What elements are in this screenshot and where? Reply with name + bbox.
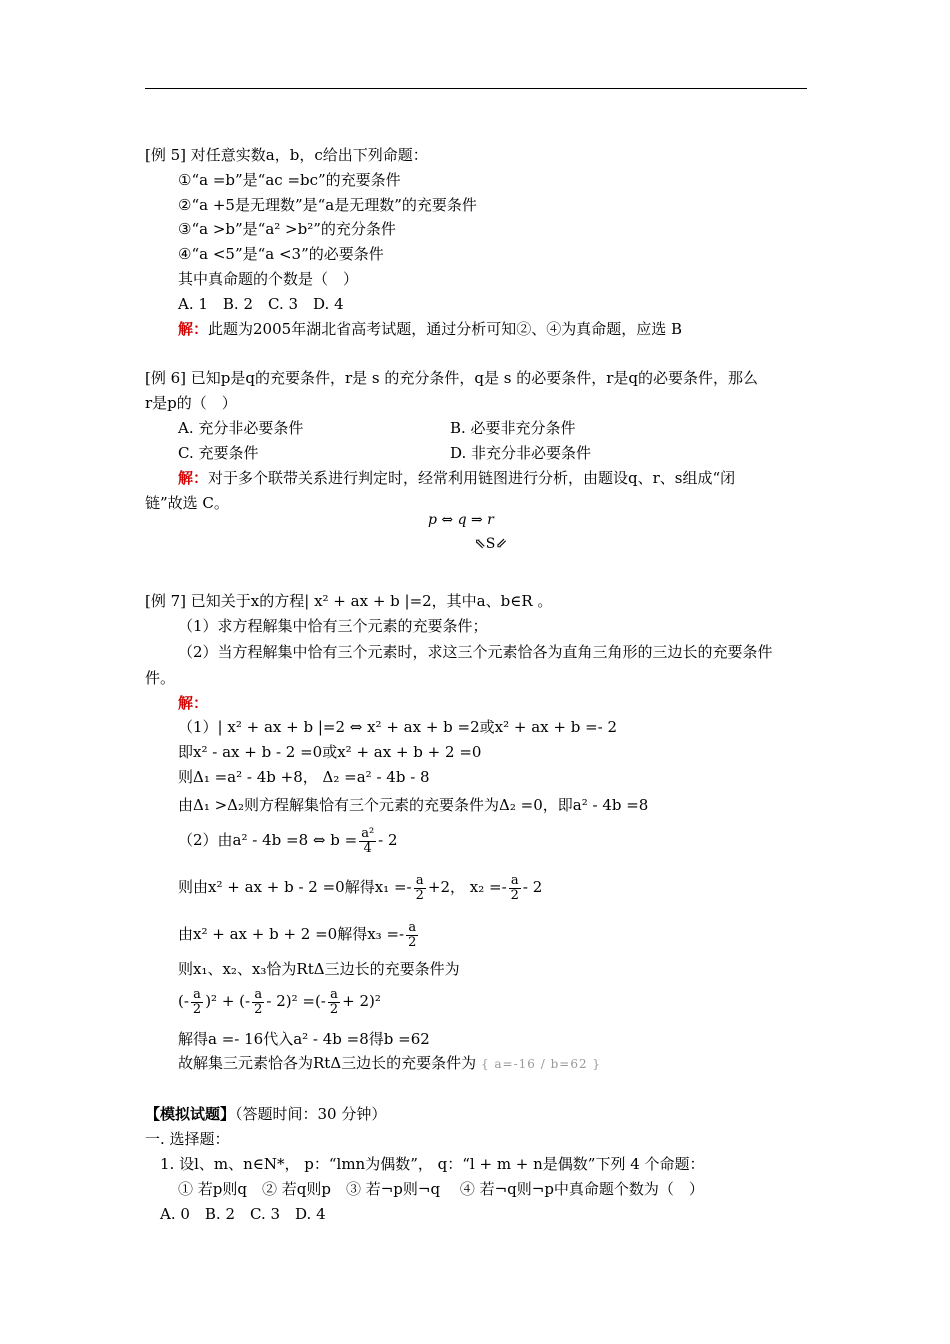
fraction-denominator: 4 <box>363 840 372 856</box>
step-text: - 2 <box>378 831 398 849</box>
ex6-solution-cont: 链”故选 C。 <box>145 494 229 512</box>
chain-diagram-bottom: ⇖S⇙ <box>474 536 508 552</box>
fraction-numerator: a <box>252 988 264 1003</box>
ex5-prop-2: ②“a +5是无理数”是“a是无理数”的充要条件 <box>178 196 477 214</box>
fraction <box>191 988 203 1017</box>
fraction-denominator: 2 <box>329 1001 339 1017</box>
ex5-title: [例 5] 对任意实数a，b，c给出下列命题： <box>145 146 428 164</box>
ex7-step-10: 解得a =- 16代入a² - 4b =8得b =62 <box>178 1030 430 1048</box>
ex6-option-a: A. 充分非必要条件 <box>178 419 304 437</box>
chain-diagram-top: p ⇔ q ⇒ r <box>428 512 494 528</box>
ex5-solution <box>178 319 682 339</box>
fraction <box>406 921 418 950</box>
ex7-step-11 <box>178 1053 601 1074</box>
solution-label: 解： <box>178 320 209 338</box>
ex7-step-5 <box>178 822 398 858</box>
fraction-numerator: a² <box>361 825 375 841</box>
ex7-question-2-cont: 件。 <box>145 669 176 687</box>
ex5-prop-3: ③“a >b”是“a² >b²”的充分条件 <box>178 220 396 238</box>
mock-question-1-options: A. 0 B. 2 C. 3 D. 4 <box>160 1205 326 1223</box>
mock-heading <box>145 1104 386 1124</box>
ex6-title-cont: r是p的（ ） <box>145 394 237 412</box>
ex7-step-2: 即x² - ax + b - 2 =0或x² + ax + b + 2 =0 <box>178 743 482 761</box>
faded-equation-system: { a=-16 / b=62 } <box>480 1057 602 1071</box>
step-text: +2， x₂ =- <box>427 878 507 896</box>
step-text: + 2)² <box>342 992 381 1010</box>
ex7-step-9 <box>178 983 381 1019</box>
ex5-options: A. 1 B. 2 C. 3 D. 4 <box>178 295 344 313</box>
step-text: 故解集三元素恰各为RtΔ三边长的充要条件为 <box>178 1054 477 1072</box>
ex7-step-8: 则x₁、x₂、x₃恰为RtΔ三边长的充要条件为 <box>178 960 460 978</box>
step-text: )² + (- <box>205 992 251 1010</box>
mock-question-1-props: ① 若p则q ② 若q则p ③ 若¬p则¬q ④ 若¬q则¬p中真命题个数为（ ） <box>178 1180 704 1198</box>
ex7-step-1: （1）| x² + ax + b |=2 ⇔ x² + ax + b =2或x² + ax + b =- 2 <box>178 718 618 736</box>
mock-title: 【模拟试题】 <box>145 1105 236 1123</box>
ex6-option-c: C. 充要条件 <box>178 444 259 462</box>
mock-question-1: 1. 设l、m、n∈N*， p：“lmn为偶数”， q：“l + m + n是偶数”下列 4 个命题： <box>160 1155 705 1173</box>
ex5-prop-4: ④“a <5”是“a <3”的必要条件 <box>178 245 384 263</box>
fraction <box>509 874 521 903</box>
fraction <box>252 988 264 1017</box>
fraction-numerator: a <box>328 988 340 1003</box>
ex5-question: 其中真命题的个数是（ ） <box>178 270 359 288</box>
ex6-option-b: B. 必要非充分条件 <box>450 419 576 437</box>
fraction-denominator: 2 <box>415 887 424 903</box>
solution-text: 此题为2005年湖北省高考试题，通过分析可知②、④为真命题，应选 B <box>208 320 682 338</box>
ex6-solution <box>178 468 735 488</box>
header-rule <box>145 88 807 89</box>
ex7-title: [例 7] 已知关于x的方程| x² + ax + b |=2，其中a、b∈R 。 <box>145 592 553 610</box>
ex7-step-6 <box>178 869 542 905</box>
fraction-numerator: a <box>509 874 521 889</box>
fraction-denominator: 2 <box>510 887 519 903</box>
step-text: (- <box>178 992 189 1010</box>
step-text: （2）由a² - 4b =8 ⇔ b = <box>178 831 358 849</box>
fraction <box>359 827 376 856</box>
mock-section: 一. 选择题： <box>145 1130 230 1148</box>
ex5-prop-1: ①“a =b”是“ac =bc”的充要条件 <box>178 171 401 189</box>
ex7-question-2: （2）当方程解集中恰有三个元素时，求这三个元素恰各为直角三角形的三边长的充要条件 <box>178 643 773 661</box>
fraction <box>328 988 340 1017</box>
ex7-solution-label: 解： <box>178 694 209 712</box>
fraction-denominator: 2 <box>254 1001 263 1017</box>
fraction-denominator: 2 <box>408 934 417 950</box>
step-text: 由x² + ax + b + 2 =0解得x₃ =- <box>178 925 405 943</box>
step-text: 则由x² + ax + b - 2 =0解得x₁ =- <box>178 878 412 896</box>
ex7-question-1: （1）求方程解集中恰有三个元素的充要条件； <box>178 617 488 635</box>
fraction-numerator: a <box>191 988 203 1003</box>
fraction <box>414 874 426 903</box>
ex7-step-4: 由Δ₁ >Δ₂则方程解集恰有三个元素的充要条件为Δ₂ =0，即a² - 4b =8 <box>178 796 649 814</box>
ex7-step-7 <box>178 916 420 952</box>
step-text: - 2 <box>522 878 543 896</box>
solution-label: 解： <box>178 469 209 487</box>
step-text: - 2)² =(- <box>266 992 326 1010</box>
fraction-numerator: a <box>406 921 418 936</box>
ex6-option-d: D. 非充分非必要条件 <box>450 444 592 462</box>
ex6-title: [例 6] 已知p是q的充要条件，r是 s 的充分条件，q是 s 的必要条件，r是q的必要条件，那么 <box>145 369 759 387</box>
fraction-denominator: 2 <box>192 1001 202 1017</box>
solution-text: 对于多个联带关系进行判定时，经常利用链图进行分析，由题设q、r、s组成“闭 <box>208 469 736 487</box>
ex7-step-3: 则Δ₁ =a² - 4b +8， Δ₂ =a² - 4b - 8 <box>178 768 430 786</box>
fraction-numerator: a <box>414 874 426 889</box>
mock-time: （答题时间：30 分钟） <box>235 1105 387 1123</box>
